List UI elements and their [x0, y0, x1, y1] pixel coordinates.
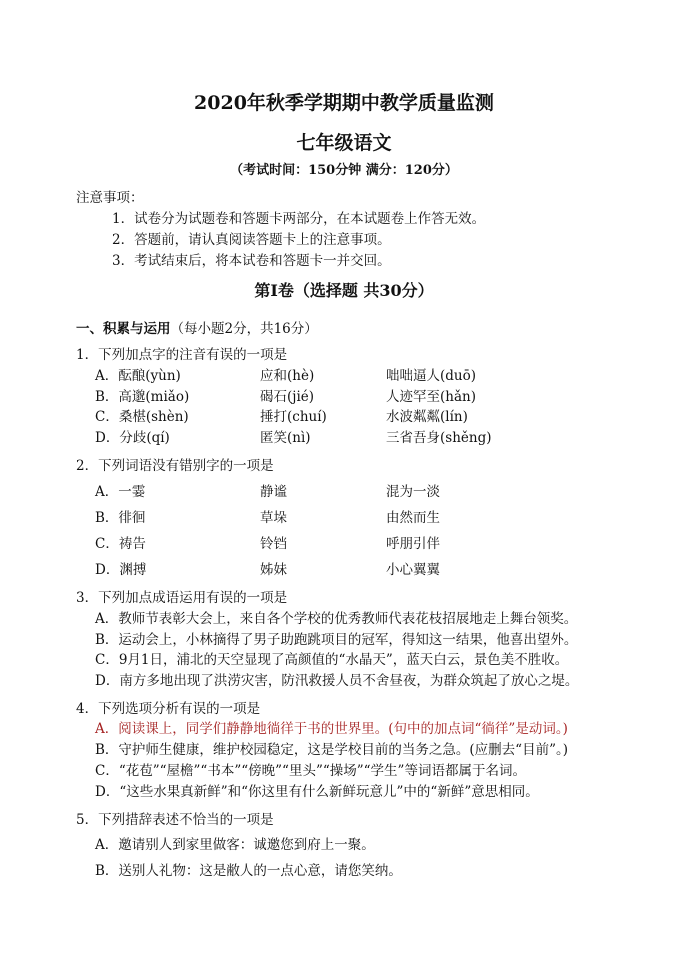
notes-heading: 注意事项： — [76, 190, 144, 206]
notes-item-2: 2．答题前，请认真阅读答题卡上的注意事项。 — [112, 232, 391, 248]
question-3-stem: 3．下列加点成语运用有误的一项是 — [76, 590, 288, 606]
q2-option-a-2: 静谧 — [260, 484, 287, 500]
q1-option-b-2: 碣石(jié) — [260, 389, 315, 405]
question-4-stem: 4．下列选项分析有误的一项是 — [76, 701, 261, 717]
subject-title: 七年级语文 — [296, 132, 392, 154]
q2-option-c-1: C．祷告 — [95, 536, 146, 552]
notes-item-3: 3．考试结束后，将本试卷和答题卡一并交回。 — [112, 253, 391, 269]
q2-option-d-1: D．渊搏 — [95, 562, 147, 578]
section-heading — [76, 317, 318, 337]
exam-info: （考试时间：150分钟 满分：120分） — [230, 163, 458, 178]
question-1-stem: 1．下列加点字的注音有误的一项是 — [76, 347, 288, 363]
q2-option-b-1: B．徘徊 — [95, 510, 146, 526]
q2-option-a-3: 混为一淡 — [386, 484, 440, 500]
q2-option-c-2: 铃铛 — [260, 536, 287, 552]
q1-option-b-3: 人迹罕至(hǎn) — [386, 389, 476, 405]
q4-option-b: B．守护师生健康，维护校园稳定，这是学校目前的当务之急。(应删去“目前”。) — [95, 742, 569, 758]
q4-option-c: C．“花苞”“屋檐”“书本”“傍晚”“里头”“操场”“学生”等词语都属于名词。 — [95, 763, 526, 779]
q2-option-c-3: 呼朋引伴 — [386, 536, 440, 552]
q4-option-a: A．阅读课上，同学们静静地徜徉于书的世界里。(句中的加点词“徜徉”是动词。) — [95, 721, 568, 737]
q1-option-c-1: C．桑椹(shèn) — [95, 409, 189, 425]
q2-option-d-3: 小心翼翼 — [386, 562, 440, 578]
q5-option-b: B．送别人礼物：这是敝人的一点心意，请您笑纳。 — [95, 863, 402, 879]
q3-option-b: B．运动会上，小林摘得了男子助跑跳项目的冠军，得知这一结果，他喜出望外。 — [95, 632, 578, 648]
q3-option-a: A．教师节表彰大会上，来自各个学校的优秀教师代表花枝招展地走上舞台领奖。 — [95, 611, 578, 627]
q5-option-a: A．邀请别人到家里做客：诚邀您到府上一聚。 — [95, 837, 375, 853]
question-2-stem: 2．下列词语没有错别字的一项是 — [76, 458, 274, 474]
q2-option-a-1: A．一霎 — [95, 484, 146, 500]
volume-title: 第Ⅰ卷（选择题 共30分） — [254, 281, 434, 300]
q2-option-d-2: 姊妹 — [260, 562, 287, 578]
q1-option-c-3: 水波粼粼(lín) — [386, 409, 468, 425]
q1-option-a-1: A．酝酿(yùn) — [95, 368, 181, 384]
q1-option-d-1: D．分歧(qí) — [95, 430, 170, 446]
q1-option-c-2: 捶打(chuí) — [260, 409, 327, 425]
q3-option-c: C．9月1日，浦北的天空显现了高颜值的“水晶天”，蓝天白云，景色美不胜收。 — [95, 652, 569, 668]
exam-title: 2020年秋季学期期中教学质量监测 — [194, 92, 494, 114]
q1-option-a-3: 咄咄逼人(duō) — [386, 368, 476, 384]
section-title: 一、积累与运用 — [76, 321, 171, 337]
q1-option-b-1: B．高邈(miǎo) — [95, 389, 190, 405]
q3-option-d: D．南方多地出现了洪涝灾害，防汛救援人员不舍昼夜，为群众筑起了放心之堤。 — [95, 673, 579, 689]
section-note: （每小题2分，共16分） — [170, 321, 318, 337]
q2-option-b-3: 由然而生 — [386, 510, 440, 526]
q1-option-a-2: 应和(hè) — [260, 368, 315, 384]
q2-option-b-2: 草垛 — [260, 510, 287, 526]
notes-item-1: 1．试卷分为试题卷和答题卡两部分，在本试题卷上作答无效。 — [112, 211, 486, 227]
q4-option-d: D．“这些水果真新鲜”和“你这里有什么新鲜玩意儿”中的“新鲜”意思相同。 — [95, 784, 539, 800]
q1-option-d-3: 三省吾身(shěng) — [386, 430, 492, 446]
question-5-stem: 5．下列措辞表述不恰当的一项是 — [76, 812, 274, 828]
q1-option-d-2: 匿笑(nì) — [260, 430, 311, 446]
